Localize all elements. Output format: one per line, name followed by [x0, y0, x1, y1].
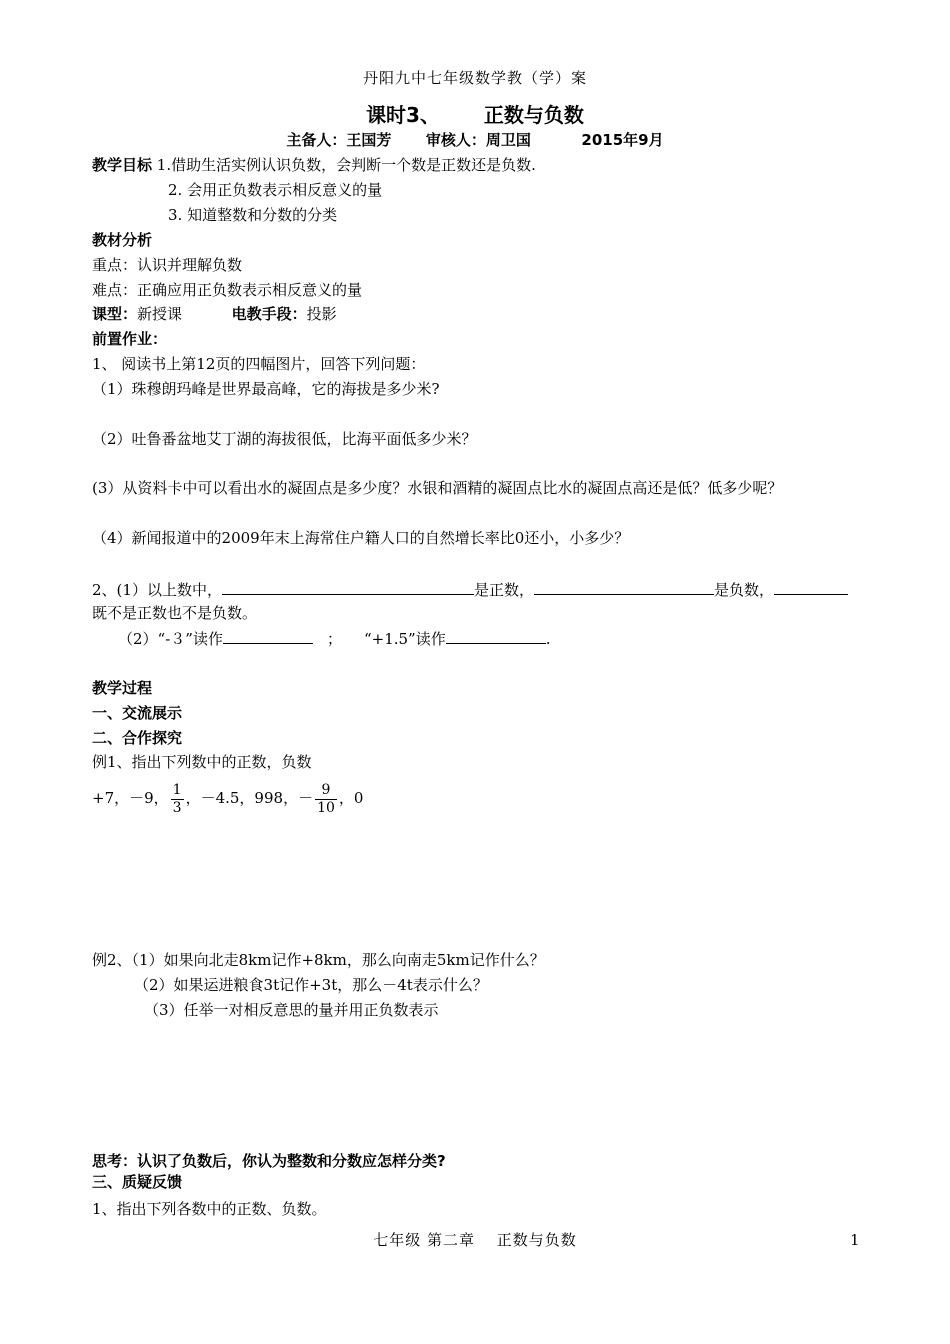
- media-value: 投影: [306, 305, 337, 323]
- preparer: 主备人：王国芳: [286, 131, 392, 149]
- lesson-number: 课时3、: [366, 103, 440, 127]
- q2b-end: .: [545, 630, 551, 648]
- feedback-1: 1、指出下列各数中的正数、负数。: [92, 1200, 327, 1218]
- nums-part-a: +7，－9，: [92, 789, 169, 807]
- prework-q1: 1、 阅读书上第12页的四幅图片，回答下列问题：: [92, 355, 426, 373]
- key-point: 重点：认识并理解负数: [92, 256, 243, 274]
- prework-q1-1: （1）珠穆朗玛峰是世界最高峰，它的海拔是多少米?: [92, 380, 440, 398]
- example-2-1: 例2、（1）如果向北走8km记作+8km，那么向南走5km记作什么？: [92, 951, 545, 969]
- process-label: 教学过程: [92, 679, 153, 697]
- example-2-2: （2）如果运进粮食3t记作+3t，那么－4t表示什么？: [134, 976, 488, 994]
- media-label: 电教手段：: [231, 305, 307, 323]
- objectives-line-1: [92, 155, 536, 175]
- q2-prefix: 2、(1）以上数中，: [92, 581, 222, 599]
- prework-q2: [92, 578, 848, 600]
- analysis-label: 教材分析: [92, 231, 153, 249]
- answer-blank-read-pos15[interactable]: [446, 627, 546, 644]
- course-type: 新授课: [137, 305, 183, 323]
- answer-blank-read-neg3[interactable]: [223, 627, 313, 644]
- q2b-prefix: （2）“-３”读作: [118, 630, 223, 648]
- objective-2: 2. 会用正负数表示相反意义的量: [168, 181, 383, 199]
- objective-3: 3. 知道整数和分数的分类: [168, 206, 338, 224]
- section-3: 三、质疑反馈: [92, 1173, 183, 1191]
- prework-q2b: [118, 627, 551, 649]
- q2b-sep: ；: [326, 630, 342, 648]
- course-type-label: 课型：: [92, 305, 138, 323]
- prework-label: 前置作业：: [92, 330, 168, 348]
- nums-part-c: ，0: [338, 789, 364, 807]
- q2-negative-text: 是负数，: [713, 581, 774, 599]
- thinking-question: 思考：认识了负数后，你认为整数和分数应怎样分类?: [92, 1152, 446, 1170]
- lesson-topic: 正数与负数: [483, 103, 584, 127]
- example-1: 例1、指出下列数中的正数，负数: [92, 753, 312, 771]
- prework-q1-3: (3）从资料卡中可以看出水的凝固点是多少度？水银和酒精的凝固点比水的凝固点高还是低？低多少呢？: [92, 479, 783, 497]
- section-2: 二、合作探究: [92, 729, 183, 747]
- difficulty: 难点：正确应用正负数表示相反意义的量: [92, 281, 363, 299]
- footer-text: 七年级 第二章 正数与负数: [373, 1231, 577, 1249]
- course-line: [92, 304, 337, 324]
- nums-part-b: ，－4.5，998，－: [185, 789, 314, 807]
- prework-q1-2: （2）吐鲁番盆地艾丁湖的海拔很低，比海平面低多少米？: [92, 430, 477, 448]
- lesson-title: [0, 102, 950, 128]
- author-line: [0, 130, 950, 150]
- page-header: 丹阳九中七年级数学教（学）案: [362, 69, 587, 87]
- example-1-numbers: [92, 778, 363, 818]
- example-2-3: （3）任举一对相反意思的量并用正负数表示: [144, 1001, 439, 1019]
- answer-blank-positive[interactable]: [222, 578, 474, 595]
- fraction-one-third: $\frac{1}{3}$: [172, 781, 182, 816]
- answer-blank-negative[interactable]: [534, 578, 714, 595]
- objectives-label: 教学目标: [92, 156, 153, 174]
- reviewer: 审核人：周卫国: [425, 131, 531, 149]
- q2-positive-text: 是正数，: [473, 581, 534, 599]
- section-1: 一、交流展示: [92, 704, 183, 722]
- answer-blank-zero[interactable]: [774, 578, 848, 595]
- page-number: 1: [850, 1231, 860, 1249]
- q2-tail: 既不是正数也不是负数。: [92, 604, 258, 622]
- objective-1: 1.借助生活实例认识负数，会判断一个数是正数还是负数.: [156, 156, 536, 174]
- fraction-nine-tenths: $\frac{9}{10}$: [317, 781, 335, 816]
- date: 2015年9月: [581, 131, 664, 149]
- q2b-mid: “+1.5”读作: [363, 630, 446, 648]
- prework-q1-4: （4）新闻报道中的2009年末上海常住户籍人口的自然增长率比0还小，小多少？: [92, 529, 630, 547]
